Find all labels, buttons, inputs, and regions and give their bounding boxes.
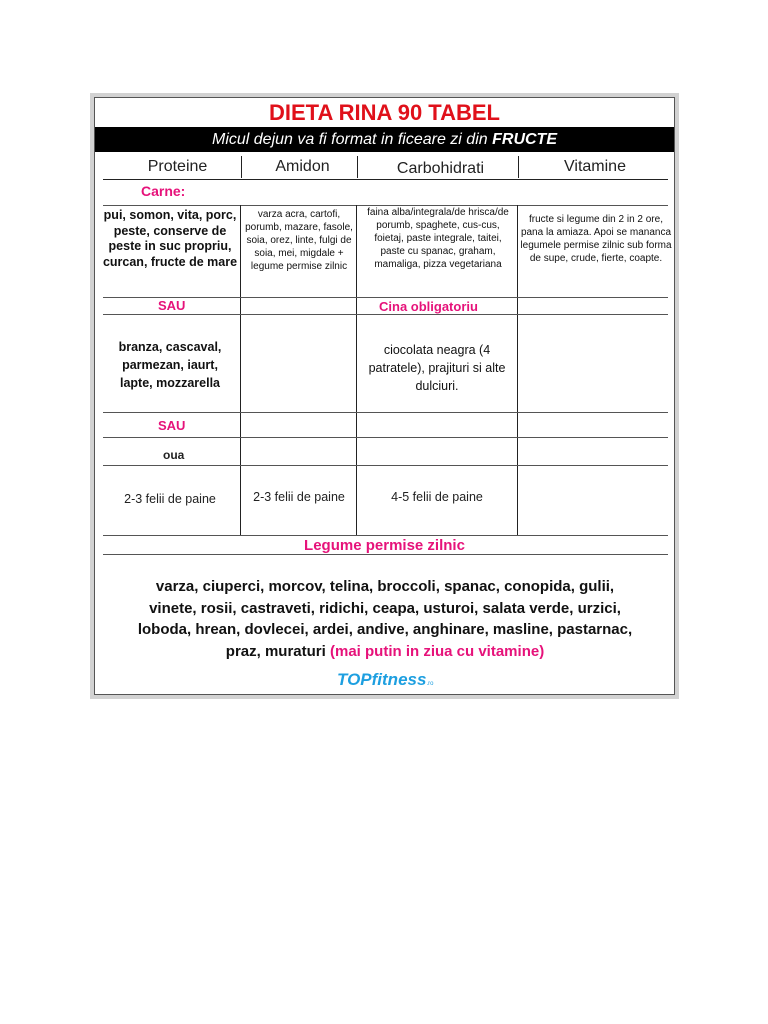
legume-text: varza, ciuperci, morcov, telina, broccoli, spanac, conopida, gulii, vinete, rosii, castraveti, ridichi, ceapa, usturoi, salata verde, urzici, loboda, hrean, dovlecei, ardei, andive, anghinare, masline, pastarnac, praz, muraturi <box>137 578 633 660</box>
logo-text: TOPfitness <box>337 670 427 689</box>
row-divider <box>103 314 668 315</box>
legume-list <box>135 576 635 662</box>
paine-amidon-cell: 2-3 felii de paine <box>253 490 345 504</box>
carbohidrati-cell: faina alba/integrala/de hrisca/de porumb, spaghete, cus-cus, foietaj, paste integrale, taitei, paste cu spanac, graham, mamaliga, pizza vegetariana <box>367 207 509 270</box>
row-divider <box>103 437 668 438</box>
dulciuri-cell: ciocolata neagra (4 patratele), prajituri si alte dulciuri. <box>368 343 506 393</box>
row-divider <box>103 535 668 536</box>
column-header-carbohidrati: Carbohidrati <box>396 160 485 177</box>
document-title: DIETA RINA 90 TABEL <box>268 100 500 125</box>
header-divider <box>103 179 668 180</box>
cina-label: Cina obligatoriu <box>379 299 478 314</box>
breakfast-banner <box>95 127 674 152</box>
paine-carbohidrati-cell: 4-5 felii de paine <box>391 490 483 504</box>
header-column-divider <box>357 156 358 178</box>
header-column-divider <box>241 156 242 178</box>
paine-proteine-cell: 2-3 felii de paine <box>124 492 216 506</box>
sau-label: SAU <box>158 418 186 433</box>
oua-cell: oua <box>163 448 185 462</box>
row-divider <box>103 465 668 466</box>
topfitness-logo <box>337 670 433 690</box>
legume-note: (mai putin in ziua cu vitamine) <box>330 642 545 660</box>
logo-suffix: .ro <box>426 681 434 687</box>
row-divider <box>103 554 668 555</box>
banner-text: Micul dejun va fi format in ficeare zi din <box>211 131 488 148</box>
header-column-divider <box>518 156 519 178</box>
row-divider <box>103 412 668 413</box>
vitamine-cell: fructe si legume din 2 in 2 ore, pana la amiaza. Apoi se mananca legumele permise zilnic sub forma de supe, crude, fierte, coapte. <box>520 214 672 264</box>
row-divider <box>103 297 668 298</box>
column-header-proteine: Proteine <box>147 158 208 175</box>
column-divider <box>240 205 241 535</box>
diet-table-card <box>94 97 675 695</box>
legume-title: Legume permise zilnic <box>304 537 465 554</box>
proteine-lactate-cell: branza, cascaval, parmezan, iaurt, lapte, mozzarella <box>118 340 222 390</box>
proteine-carne-cell: pui, somon, vita, porc, peste, conserve de peste in suc propriu, curcan, fructe de mare <box>102 208 238 269</box>
sau-label: SAU <box>158 298 186 313</box>
column-header-vitamine: Vitamine <box>564 158 626 175</box>
column-divider <box>517 205 518 535</box>
column-header-amidon: Amidon <box>275 158 330 175</box>
carne-label: Carne: <box>141 183 186 199</box>
amidon-cell: varza acra, cartofi, porumb, mazare, fasole, soia, orez, linte, fulgi de soia, mei, migdale + legume permise zilnic <box>245 209 353 272</box>
document-frame <box>90 93 679 699</box>
column-divider <box>356 205 357 535</box>
banner-emphasis: FRUCTE <box>492 131 557 148</box>
